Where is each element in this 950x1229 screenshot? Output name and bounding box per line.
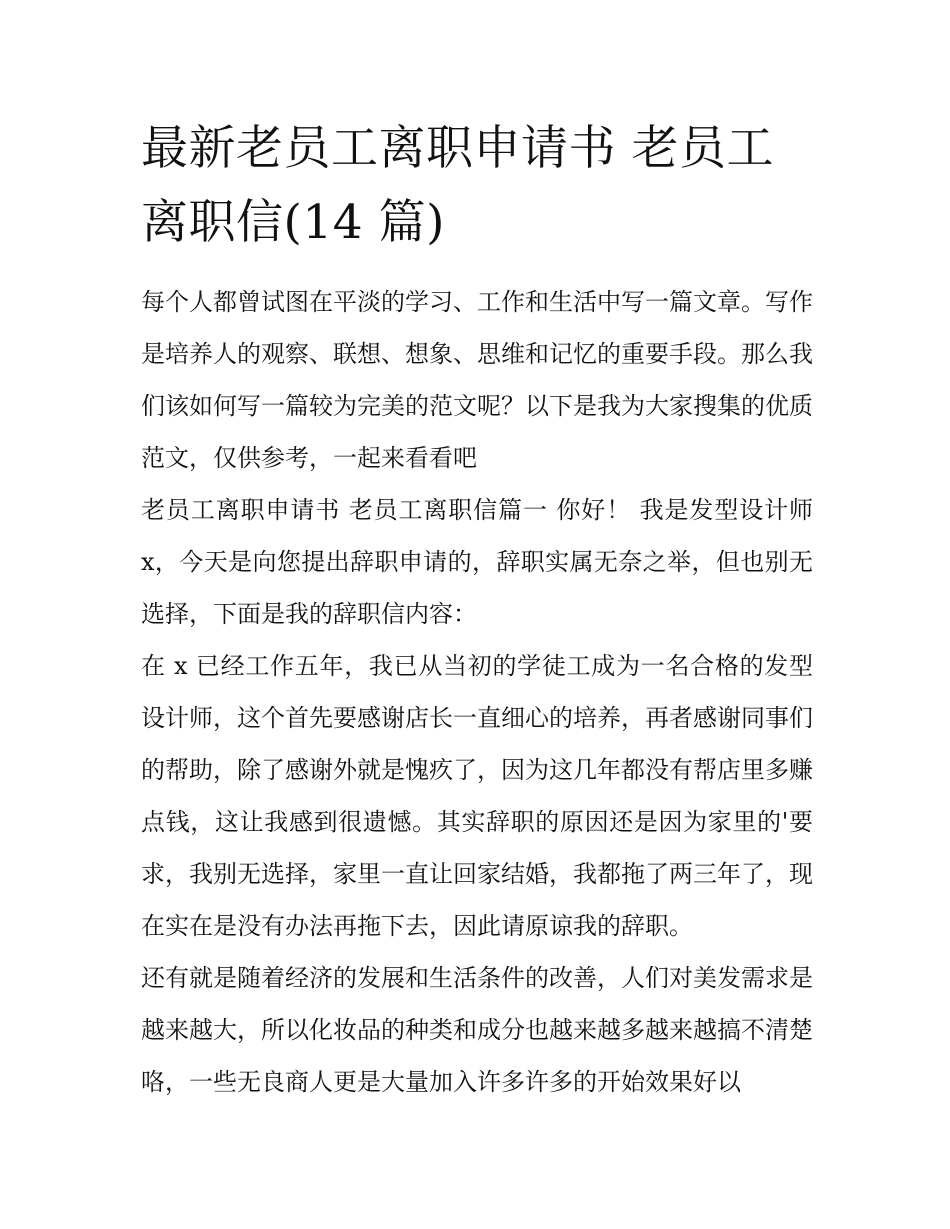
paragraph-intro: 每个人都曾试图在平淡的学习、工作和生活中写一篇文章。写作是培养人的观察、联想、想象、思维和记忆的重要手段。那么我们该如何写一篇较为完美的范文呢？以下是我为大家搜集的优质范文，仅供参考，一起来看看吧 [141,288,813,472]
document-body [141,276,813,1108]
paragraph-market-change: 还有就是随着经济的发展和生活条件的改善，人们对美发需求是越来越大，所以化妆品的种类和成分也越来越多越来越搞不清楚咯，一些无良商人更是大量加入许多许多的开始效果好以 [141,964,813,1096]
document-title: 最新老员工离职申请书 老员工离职信(14 篇) [141,121,774,250]
document-page [141,112,813,1108]
paragraph-letter-opening: 老员工离职申请书 老员工离职信篇一 你好！ 我是发型设计师 x，今天是向您提出辞职申请的，辞职实属无奈之举，但也别无选择，下面是我的辞职信内容： [141,496,813,628]
paragraph-work-history: 在 x 已经工作五年，我已从当初的学徒工成为一名合格的发型设计师，这个首先要感谢店长一直细心的培养，再者感谢同事们的帮助，除了感谢外就是愧疚了，因为这几年都没有帮店里多赚点钱，这让我感到很遗憾。其实辞职的原因还是因为家里的'要求，我别无选择，家里一直让回家结婚，我都拖了两三年了，现在实在是没有办法再拖下去，因此请原谅我的辞职。 [141,652,813,940]
